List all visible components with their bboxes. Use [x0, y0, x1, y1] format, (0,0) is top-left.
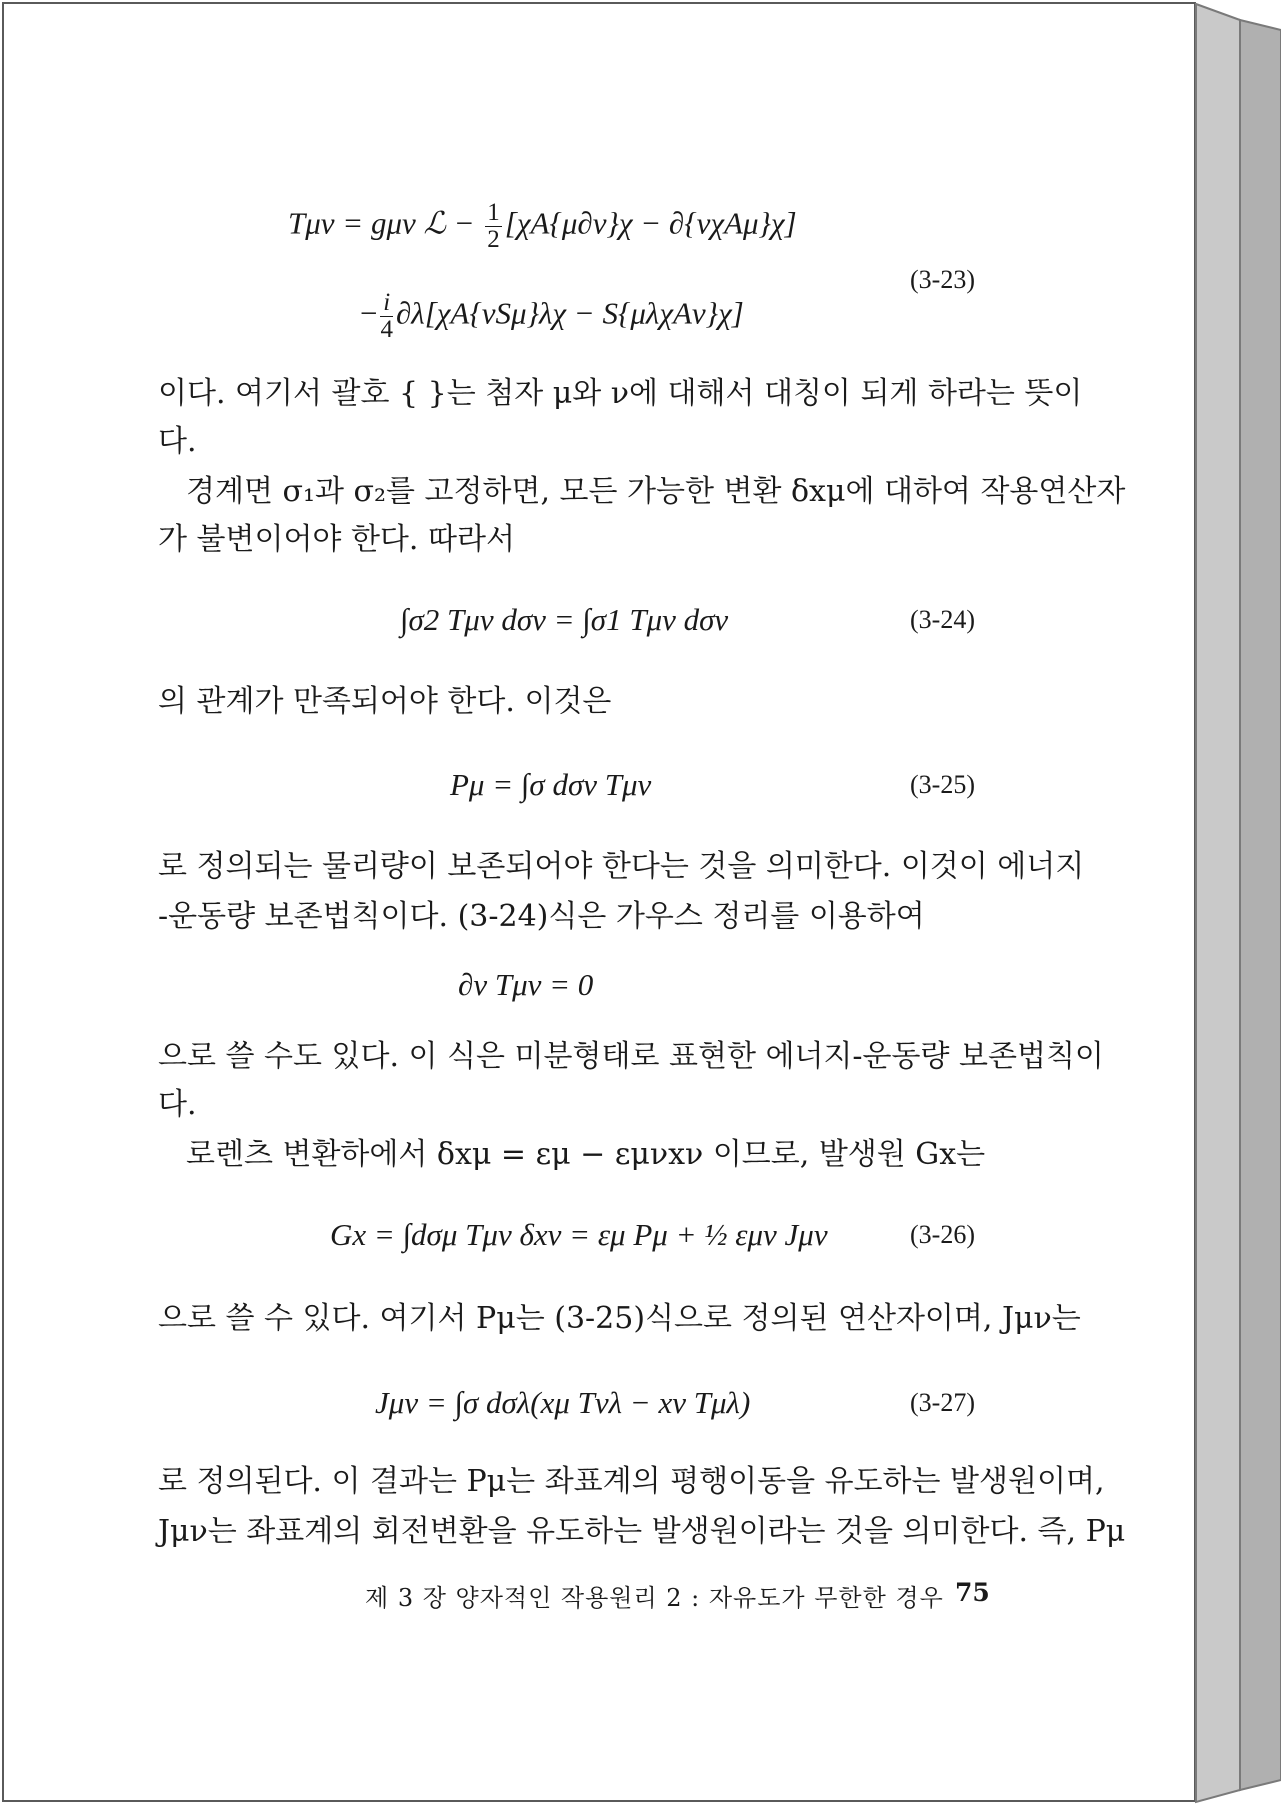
running-footer: 제 3 장 양자적인 작용원리 2 : 자유도가 무한한 경우 [365, 1584, 944, 1612]
equation-3-25: Pμ = ∫σ dσν Tμν [450, 767, 652, 802]
fraction-half [485, 200, 502, 253]
paragraph-line: 다. [158, 1087, 197, 1122]
equation-label-3-27: (3-27) [910, 1388, 975, 1417]
paragraph-line: 의 관계가 만족되어야 한다. 이것은 [158, 684, 612, 719]
equation-3-24: ∫σ2 Tμν dσν = ∫σ1 Tμν dσν [400, 602, 729, 637]
equation-text: Tμν = gμν ℒ − [288, 205, 483, 241]
equation-3-23-line1 [288, 200, 797, 253]
paragraph-line: 가 불변이어야 한다. 따라서 [158, 522, 515, 557]
paragraph-line: 로렌츠 변환하에서 δxμ = εμ − εμνxν 이므로, 발생원 Gx는 [186, 1137, 986, 1172]
equation-label-3-26: (3-26) [910, 1220, 975, 1249]
equation-3-26: Gx = ∫dσμ Tμν δxν = εμ Pμ + ½ εμν Jμν [330, 1217, 828, 1252]
equation-label-3-24: (3-24) [910, 605, 975, 634]
equation-3-27: Jμν = ∫σ dσλ(xμ Tνλ − xν Tμλ) [375, 1385, 751, 1420]
fraction-i-over-4 [380, 290, 393, 343]
equation-conservation: ∂ν Tμν = 0 [458, 967, 594, 1002]
denominator: 2 [487, 226, 500, 253]
equation-text: ∂λ[χA{νSμ}λχ − S{μλχAν}χ] [395, 295, 744, 331]
paragraph-line: 로 정의된다. 이 결과는 Pμ는 좌표계의 평행이동을 유도하는 발생원이며, [158, 1464, 1105, 1499]
page-number: 75 [955, 1578, 990, 1607]
equation-3-23-line2: − $\frac{i}{4}$ ∂λ[χA{νSμ}λχ − S{μλχAν}χ] [360, 289, 744, 343]
paragraph-line: 으로 쓸 수 있다. 여기서 Pμ는 (3-25)식으로 정의된 연산자이며, Jμν는 [158, 1301, 1081, 1336]
paragraph-line: 경계면 σ₁과 σ₂를 고정하면, 모든 가능한 변환 δxμ에 대하여 작용연산자 [186, 474, 1126, 509]
numerator: i [380, 290, 393, 317]
paragraph-line: Jμν는 좌표계의 회전변환을 유도하는 발생원이라는 것을 의미한다. 즉, Pμ [158, 1514, 1126, 1549]
paragraph-line: 으로 쓸 수도 있다. 이 식은 미분형태로 표현한 에너지-운동량 보존법칙이 [158, 1039, 1104, 1074]
paragraph-line: 이다. 여기서 괄호 { }는 첨자 μ와 ν에 대해서 대칭이 되게 하라는 뜻이 [158, 376, 1083, 411]
equation-text: [χA{μ∂ν}χ − ∂{νχAμ}χ] [504, 205, 797, 241]
equation-label-3-25: (3-25) [910, 770, 975, 799]
paragraph-line: -운동량 보존법칙이다. (3-24)식은 가우스 정리를 이용하여 [158, 899, 925, 934]
numerator: 1 [487, 199, 500, 226]
paragraph-line: 다. [158, 424, 197, 459]
denominator: 4 [380, 316, 393, 343]
equation-label-3-23: (3-23) [910, 265, 975, 294]
paragraph-line: 로 정의되는 물리량이 보존되어야 한다는 것을 의미한다. 이것이 에너지 [158, 849, 1085, 884]
